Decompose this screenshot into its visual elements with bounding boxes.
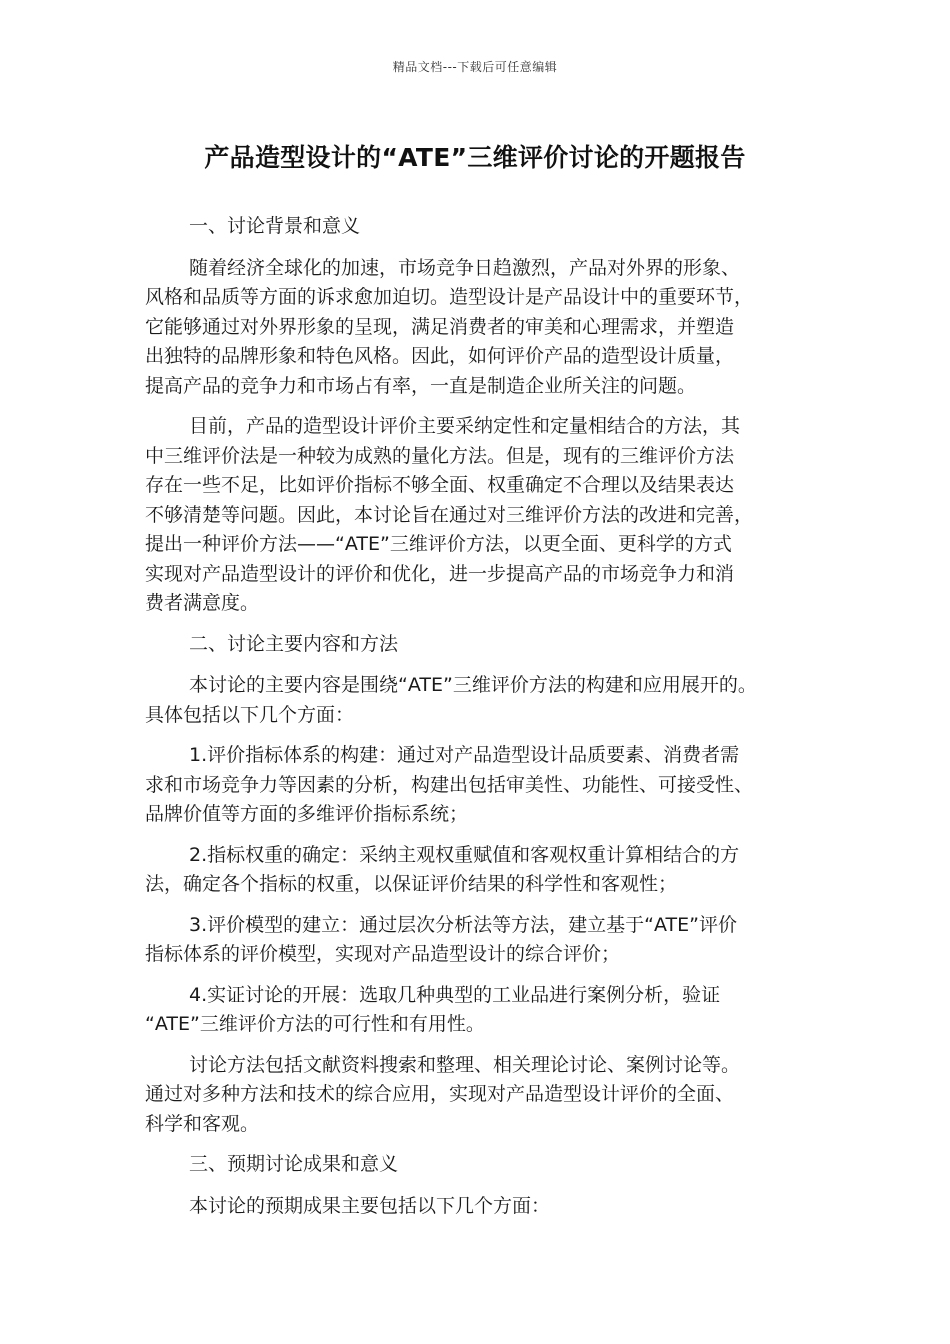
list-item: 2.指标权重的确定：采纳主观权重赋值和客观权重计算相结合的方 法，确定各个指标的权重，以保证评价结果的科学性和客观性；: [145, 843, 740, 895]
list-item: 4.实证讨论的开展：选取几种典型的工业品进行案例分析，验证 “ATE”三维评价方法的可行性和有用性。: [145, 983, 721, 1035]
list-item: 3.评价模型的建立：通过层次分析法等方法，建立基于“ATE”评价 指标体系的评价模型，实现对产品造型设计的综合评价；: [145, 913, 737, 965]
document-body: [145, 212, 810, 1232]
header-note: 精品文档---下载后可任意编辑: [392, 60, 558, 74]
paragraph: 本讨论的预期成果主要包括以下几个方面：: [189, 1194, 551, 1217]
paragraph: 随着经济全球化的加速，市场竞争日趋激烈，产品对外界的形象、 风格和品质等方面的诉求愈加迫切。造型设计是产品设计中的重要环节， 它能够通过对外界形象的呈现，满足消费者的审美和心理需求，并塑造 出独特的品牌形象和特色风格。因此，如何评价产品的造型设计质量， 提高产品的竞争力和市场占有率，一直是制造企业所关注的问题。: [145, 256, 754, 397]
paragraph: 讨论方法包括文献资料搜索和整理、相关理论讨论、案例讨论等。 通过对多种方法和技术的综合应用，实现对产品造型设计评价的全面、 科学和客观。: [145, 1053, 741, 1135]
section-heading: 三、预期讨论成果和意义: [189, 1153, 399, 1175]
list-item: 1.评价指标体系的构建：通过对产品造型设计品质要素、消费者需 求和市场竞争力等因素的分析，构建出包括审美性、功能性、可接受性、 品牌价值等方面的多维评价指标系统；: [145, 744, 754, 825]
paragraph: 本讨论的主要内容是围绕“ATE”三维评价方法的构建和应用展开的。 具体包括以下几个方面：: [145, 674, 757, 726]
section-heading: 二、讨论主要内容和方法: [189, 632, 399, 655]
section-heading: 一、讨论背景和意义: [189, 215, 361, 237]
document-title: 产品造型设计的“ATE”三维评价讨论的开题报告: [204, 143, 746, 172]
paragraph: 目前，产品的造型设计评价主要采纳定性和定量相结合的方法，其 中三维评价法是一种较为成熟的量化方法。但是，现有的三维评价方法 存在一些不足，比如评价指标不够全面、权重确定不合理以及结果表达 不够清楚等问题。因此，本讨论旨在通过对三维评价方法的改进和完善， 提出一种评价方法——“ATE”三维评价方法，以更全面、更科学的方式 实现对产品造型设计的评价和优化，进一步提高产品的市场竞争力和消 费者满意度。: [145, 415, 754, 614]
